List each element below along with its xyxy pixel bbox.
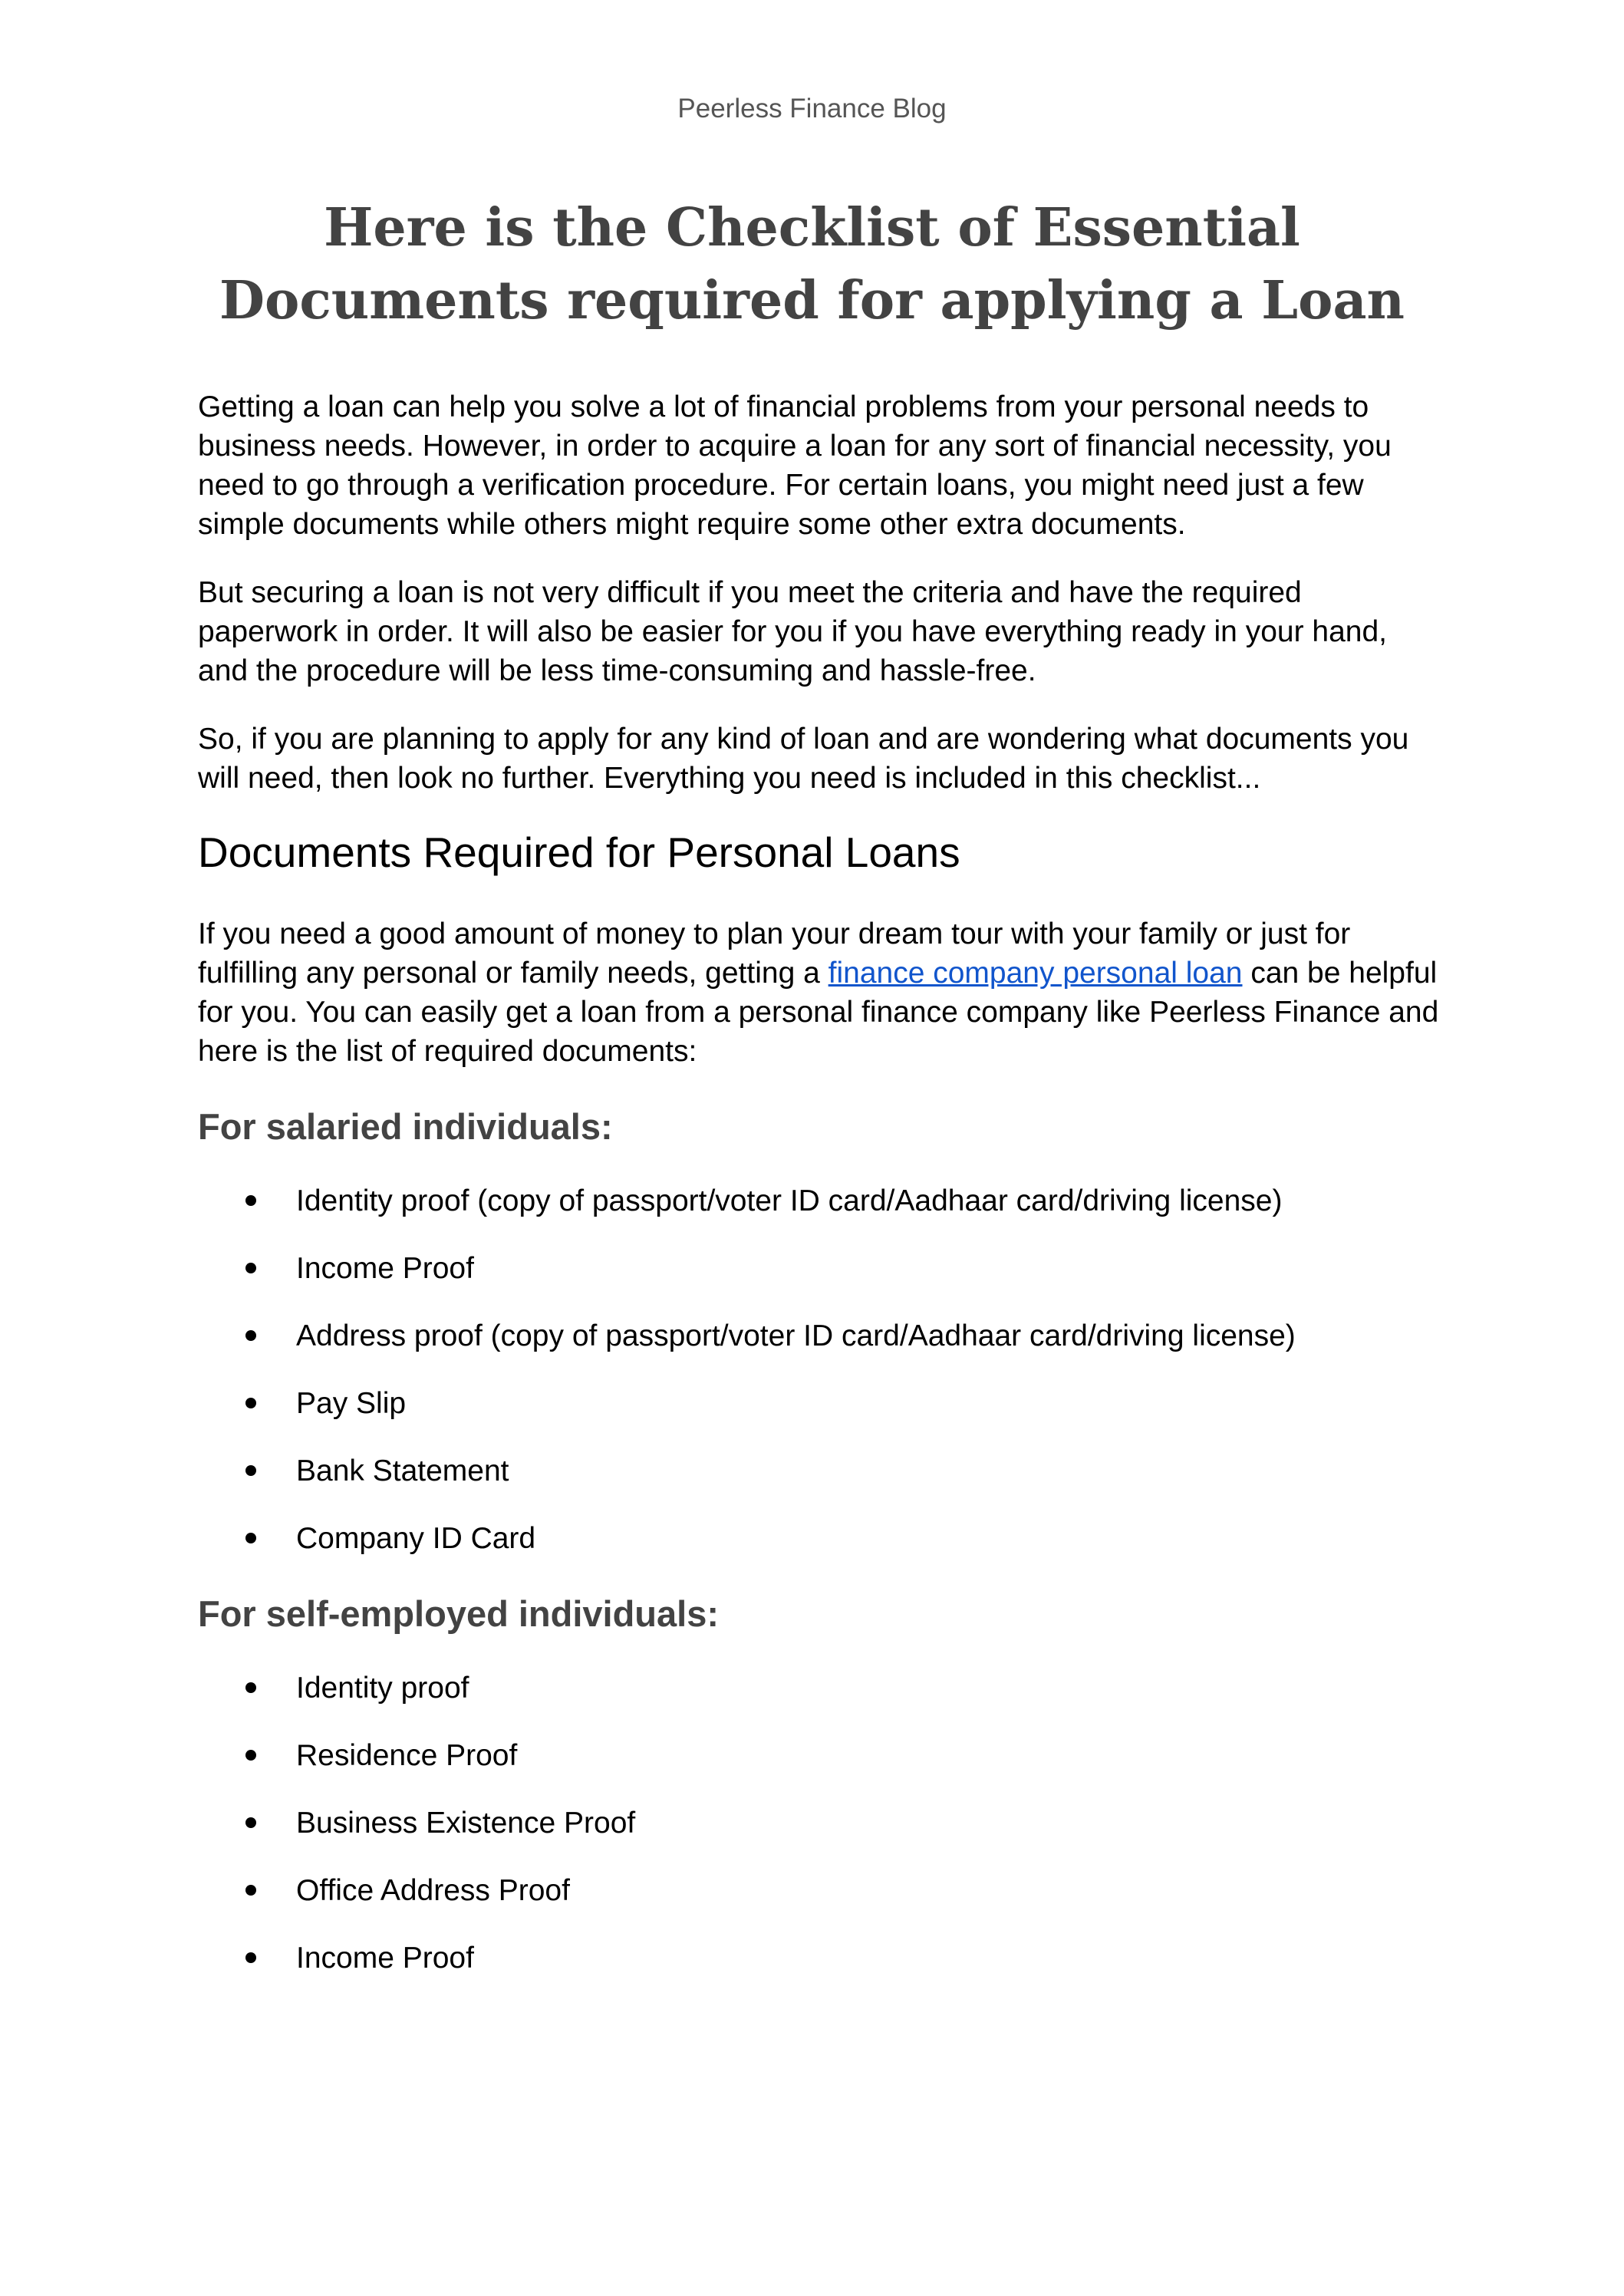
- list-item: Identity proof: [198, 1668, 1441, 1708]
- salaried-heading: For salaried individuals:: [198, 1106, 613, 1147]
- intro-paragraph-1: Getting a loan can help you solve a lot of financial problems from your personal needs to business needs. However, in order to acquire a loan for any sort of financial necessity, you need to go through a verification procedure. For certain loans, you might need just a few simple documents while others might require some other extra documents.: [198, 390, 1392, 541]
- bullet-icon: [245, 1817, 256, 1828]
- list-item: Bank Statement: [198, 1451, 1441, 1491]
- bullet-icon: [245, 1195, 256, 1206]
- list-item: Company ID Card: [198, 1519, 1441, 1558]
- salaried-document-list: [198, 1181, 1441, 1558]
- list-item: Income Proof: [198, 1939, 1441, 1978]
- bullet-icon: [245, 1533, 256, 1543]
- bullet-icon: [245, 1330, 256, 1341]
- bullet-icon: [245, 1750, 256, 1761]
- list-item: Business Existence Proof: [198, 1804, 1441, 1843]
- self-employed-heading: For self-employed individuals:: [198, 1593, 719, 1634]
- paragraph-text-before-link: If you need a good amount of money to plan your dream tour with your family or just for fulfilling any personal or family needs, getting a: [198, 917, 1351, 990]
- list-item: Income Proof: [198, 1249, 1441, 1288]
- self-employed-document-list: [198, 1668, 1441, 1978]
- list-item: Pay Slip: [198, 1384, 1441, 1423]
- title-line-2: Documents required for applying a Loan: [219, 270, 1405, 331]
- bullet-icon: [245, 1263, 256, 1273]
- bullet-icon: [245, 1465, 256, 1476]
- intro-paragraph-2: But securing a loan is not very difficult if you meet the criteria and have the required paperwork in order. It will also be easier for you if you have everything ready in your hand, and the procedure will be less time-consuming and hassle-free.: [198, 576, 1388, 687]
- article-body: [198, 387, 1441, 2006]
- title-line-1: Here is the Checklist of Essential: [324, 197, 1300, 259]
- bullet-icon: [245, 1682, 256, 1693]
- blog-header: Peerless Finance Blog: [677, 94, 947, 124]
- bullet-icon: [245, 1885, 256, 1896]
- finance-company-personal-loan-link[interactable]: finance company personal loan: [828, 957, 1243, 990]
- bullet-icon: [245, 1952, 256, 1963]
- page-title: [153, 192, 1471, 338]
- intro-paragraph-3: So, if you are planning to apply for any kind of loan and are wondering what documents you will need, then look no further. Everything you need is included in this checklist...: [198, 723, 1409, 795]
- personal-loans-paragraph: [198, 914, 1441, 1071]
- list-item: Address proof (copy of passport/voter ID card/Aadhaar card/driving license): [198, 1316, 1441, 1356]
- list-item: Residence Proof: [198, 1736, 1441, 1775]
- paragraph-text-after-link: can be helpful for you. You can easily get a loan from a personal finance company like Peerless Finance and here is the list of required documents:: [198, 957, 1439, 1068]
- bullet-icon: [245, 1398, 256, 1408]
- list-item: Identity proof (copy of passport/voter ID card/Aadhaar card/driving license): [198, 1181, 1441, 1220]
- list-item: Office Address Proof: [198, 1871, 1441, 1910]
- personal-loans-heading: Documents Required for Personal Loans: [198, 828, 960, 876]
